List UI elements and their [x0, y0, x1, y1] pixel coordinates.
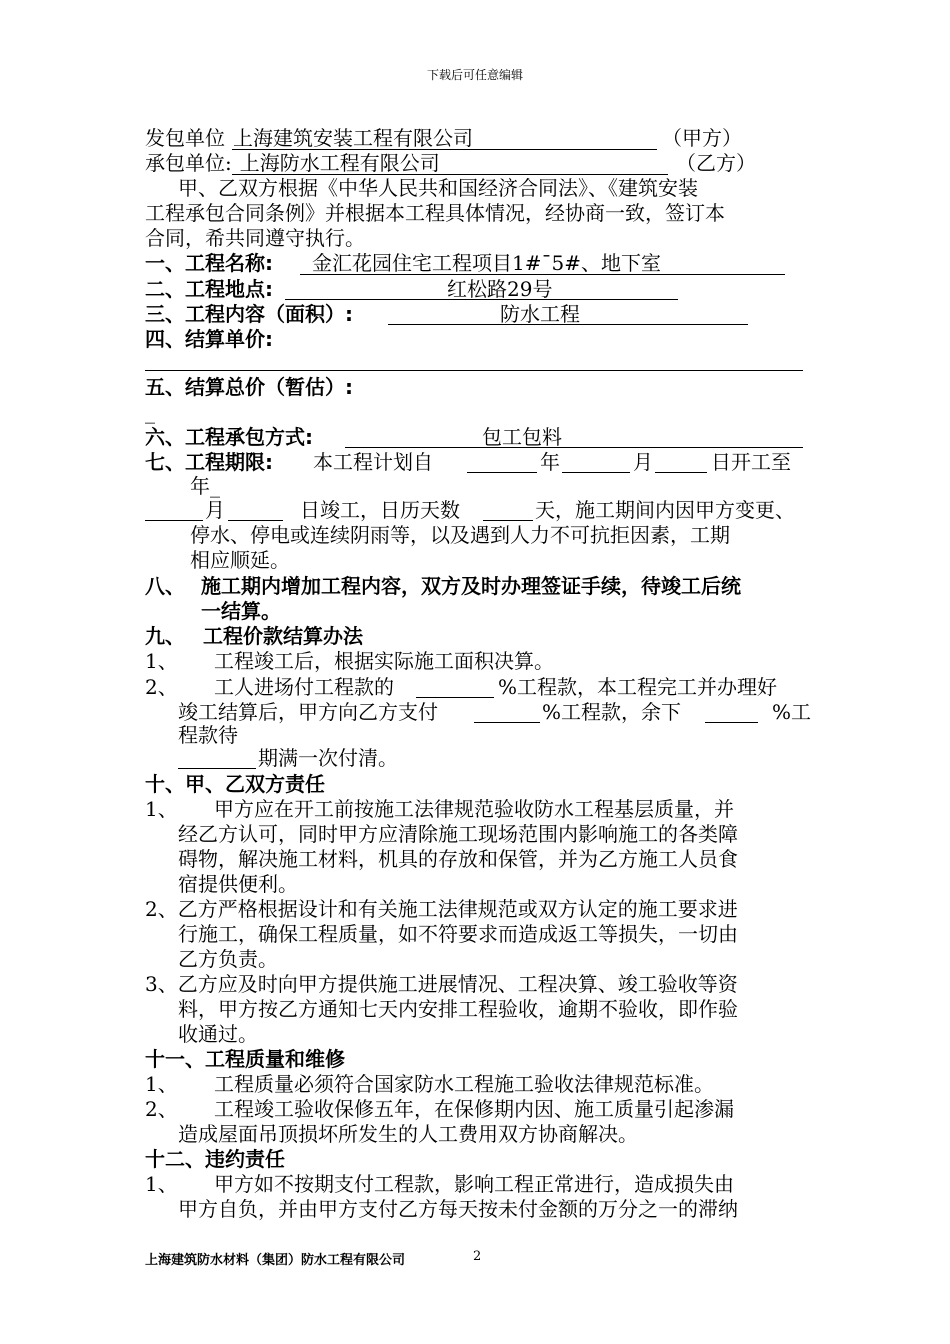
project-content: 防水工程 — [500, 302, 580, 326]
contractor-underline — [232, 174, 668, 175]
start-month-blank — [562, 472, 630, 473]
unit-price-underline — [145, 370, 803, 371]
s9-item-2-text-7: 期满一次付清。 — [258, 746, 398, 770]
s9-item-2-text-2: %工程款，本工程完工并办理好 — [498, 675, 778, 699]
s11-item-1-number: 1、 — [145, 1072, 178, 1096]
s11-item-1: 工程质量必须符合国家防水工程施工验收法律规范标准。 — [214, 1072, 714, 1096]
period-completion: 日竣工，日历天数 — [300, 498, 460, 522]
s12-item-1-line-2: 甲方自负，并由甲方支付乙方每天按未付金额的万分之一的滞纳 — [178, 1197, 738, 1221]
period-line-5: 相应顺延。 — [190, 548, 290, 572]
s9-item-2-text-3: 竣工结算后，甲方向乙方支付 — [178, 700, 438, 724]
section-12-title: 十二、违约责任 — [145, 1147, 285, 1171]
employer-underline — [232, 149, 657, 150]
s12-item-1-number: 1、 — [145, 1172, 178, 1196]
section-4-label: 四、结算单价: — [145, 327, 273, 351]
settlement-percent-blank — [474, 722, 540, 723]
s9-item-2-text-5: %工 — [772, 700, 812, 724]
s10-item-2-line-2: 行施工，确保工程质量，如不符要求而造成返工等损失，一切由 — [178, 922, 738, 946]
s9-item-2-text-1: 工人进场付工程款的 — [214, 675, 394, 699]
section-8-line-2: 一结算。 — [201, 599, 281, 623]
section-10-title: 十、甲、乙双方责任 — [145, 772, 325, 796]
period-month: 月 — [633, 450, 653, 474]
section-9-title: 工程价款结算办法 — [203, 624, 363, 648]
employer-role: （甲方） — [662, 126, 742, 150]
employer-line — [145, 126, 473, 151]
period-end-month: 月 — [205, 498, 225, 522]
section-9-number: 九、 — [145, 624, 185, 648]
s10-item-1-line-2: 经乙方认可，同时甲方应清除施工现场范围内影响施工的各类障 — [178, 822, 738, 846]
preamble-line-1: 甲、乙双方根据《中华人民共和国经济合同法》、《建筑安装 — [178, 176, 698, 200]
calendar-days-blank — [483, 520, 533, 521]
s9-item-1: 工程竣工后，根据实际施工面积决算。 — [214, 649, 554, 673]
s12-item-1-line-1: 甲方如不按期支付工程款，影响工程正常进行，造成损失由 — [214, 1172, 734, 1196]
section-2-label: 二、工程地点: — [145, 277, 273, 301]
employer-value: 上海建筑安装工程有限公司 — [233, 126, 473, 150]
s10-item-1-line-1: 甲方应在开工前按施工法律规范验收防水工程基层质量，并 — [214, 797, 734, 821]
period-end-year: 年_ — [190, 474, 220, 498]
section-5-dash: _ — [145, 400, 155, 424]
period-line-4: 停水、停电或连续阴雨等，以及遇到人力不可抗拒因素，工期 — [190, 523, 730, 547]
contractor-label: 承包单位: — [145, 151, 232, 175]
period-days: 天，施工期间内因甲方变更、 — [535, 498, 795, 522]
footer-company: 上海建筑防水材料（集团）防水工程有限公司 — [145, 1253, 406, 1268]
period-text-1: 本工程计划自 — [313, 450, 433, 474]
contractor-value: 上海防水工程有限公司 — [239, 151, 440, 175]
page-number: 2 — [473, 1249, 482, 1264]
contractor-line — [145, 151, 440, 176]
s10-item-3-line-3: 收通过。 — [178, 1022, 258, 1046]
s10-item-2-line-1: 2、乙方严格根据设计和有关施工法律规范或双方认定的施工要求进 — [145, 897, 738, 921]
start-day-blank — [655, 472, 707, 473]
s9-item-2-text-6: 程款待 — [178, 723, 238, 747]
section-8-line-1: 施工期内增加工程内容，双方及时办理签证手续，待竣工后统 — [201, 574, 741, 598]
entry-payment-percent-blank — [416, 697, 494, 698]
project-location: 红松路29号 — [447, 277, 553, 301]
contract-mode-underline — [345, 447, 803, 448]
period-year: 年 — [540, 450, 560, 474]
project-name: 金汇花园住宅工程项目1#¯5#、地下室 — [312, 251, 661, 275]
section-8-number: 八、 — [145, 574, 185, 598]
project-name-underline — [300, 274, 785, 275]
contract-mode: 包工包料 — [482, 425, 562, 449]
s11-item-2-number: 2、 — [145, 1097, 178, 1121]
section-7-label: 七、工程期限: — [145, 450, 273, 474]
section-3-label: 三、工程内容（面积）: — [145, 302, 353, 326]
employer-label: 发包单位 — [145, 126, 225, 150]
section-6-label: 六、工程承包方式: — [145, 425, 313, 449]
s10-item-1-line-4: 宿提供便利。 — [178, 872, 298, 896]
preamble-line-2: 工程承包合同条例》并根据本工程具体情况，经协商一致，签订本 — [145, 201, 725, 225]
s10-item-2-line-3: 乙方负责。 — [178, 947, 278, 971]
project-location-underline — [285, 299, 678, 300]
page-header: 下载后可任意编辑 — [426, 68, 523, 82]
s11-item-2-line-2: 造成屋面吊顶损坏所发生的人工费用双方协商解决。 — [178, 1122, 638, 1146]
s11-item-2-line-1: 工程竣工验收保修五年，在保修期内因、施工质量引起渗漏 — [214, 1097, 734, 1121]
end-month-blank — [145, 520, 203, 521]
preamble-line-3: 合同，希共同遵守执行。 — [145, 226, 365, 250]
s10-item-1-number: 1、 — [145, 797, 178, 821]
contractor-role: （乙方） — [676, 151, 756, 175]
s9-item-2-text-4: %工程款，余下 — [542, 700, 682, 724]
s9-item-1-number: 1、 — [145, 649, 178, 673]
warranty-period-blank — [178, 768, 256, 769]
section-11-title: 十一、工程质量和维修 — [145, 1047, 345, 1071]
start-year-blank — [467, 472, 537, 473]
project-content-underline — [388, 324, 748, 325]
s10-item-1-line-3: 碍物，解决施工材料，机具的存放和保管，并为乙方施工人员食 — [178, 847, 738, 871]
section-5-label: 五、结算总价（暂估）: — [145, 375, 353, 399]
section-1-label: 一、工程名称: — [145, 251, 273, 275]
end-day-blank — [228, 520, 283, 521]
period-start: 日开工至 — [711, 450, 791, 474]
remaining-percent-blank — [705, 722, 758, 723]
s10-item-3-line-1: 3、乙方应及时向甲方提供施工进展情况、工程决算、竣工验收等资 — [145, 972, 738, 996]
s9-item-2-number: 2、 — [145, 675, 178, 699]
s10-item-3-line-2: 料，甲方按乙方通知七天内安排工程验收，逾期不验收，即作验 — [178, 997, 738, 1021]
